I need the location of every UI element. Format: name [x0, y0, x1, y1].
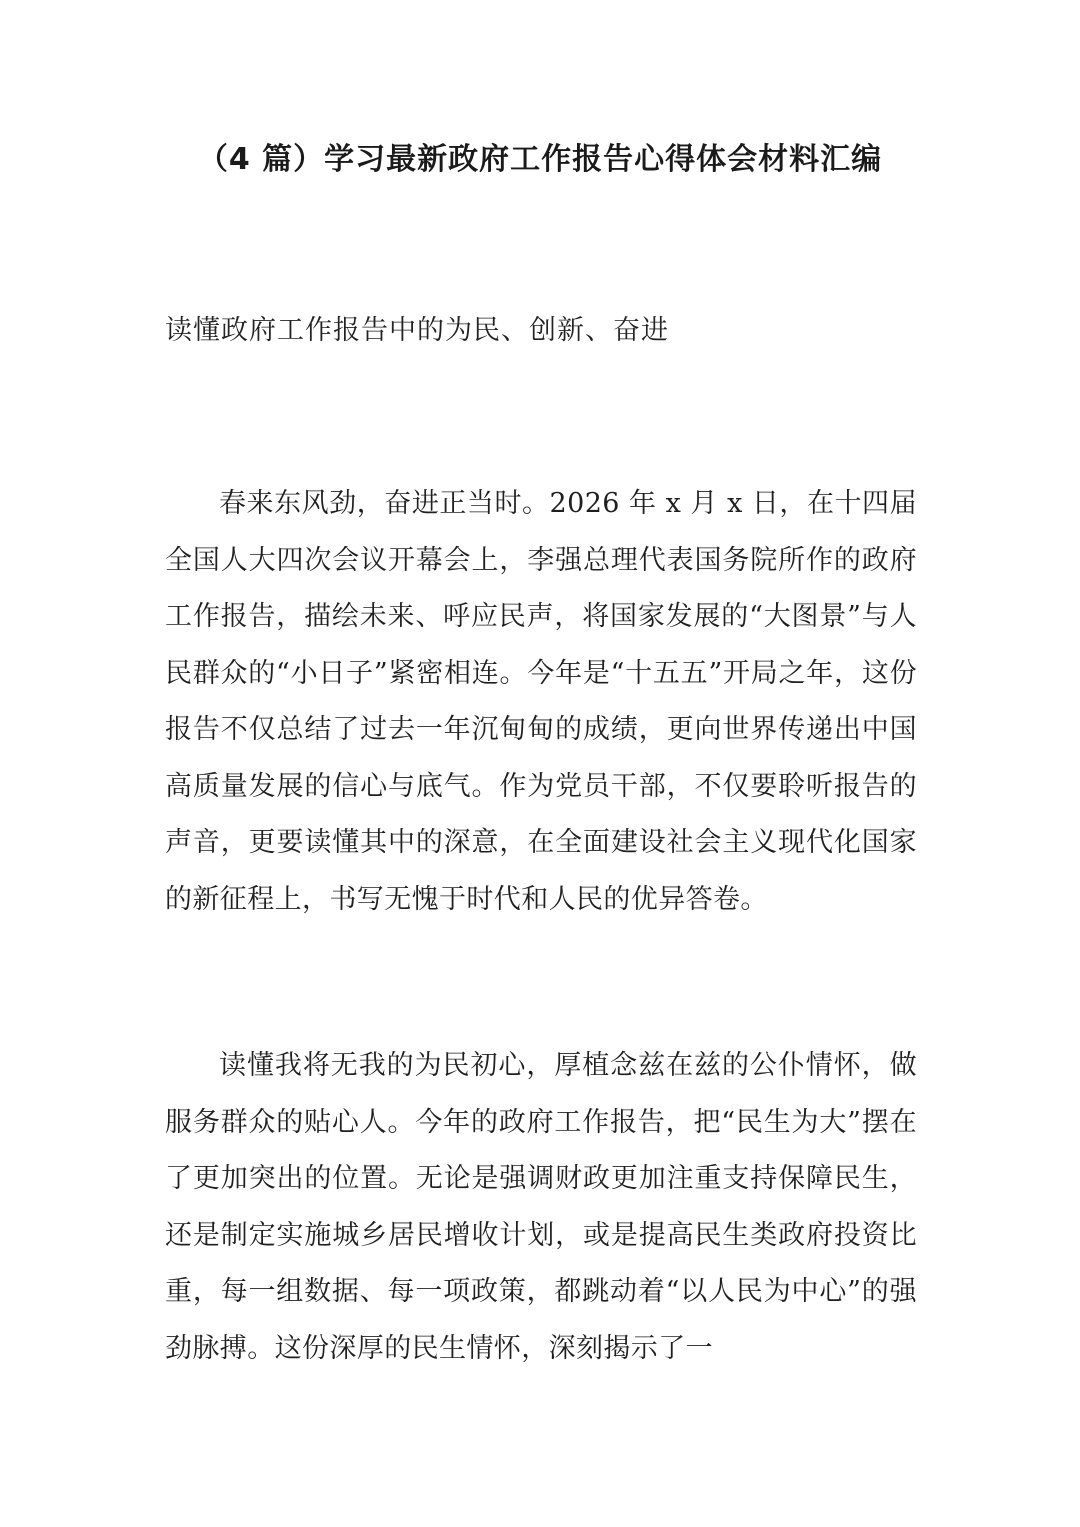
document-title: （4 篇）学习最新政府工作报告心得体会材料汇编	[197, 142, 883, 177]
body-paragraph-1: 春来东风劲，奋进正当时。2026 年 x 月 x 日，在十四届全国人大四次会议开幕会上，李强总理代表国务院所作的政府工作报告，描绘未来、呼应民声，将国家发展的“大图景”与人民群众的“小日子”紧密相连。今年是“十五五”开局之年，这份报告不仅总结了过去一年沉甸甸的成绩，更向世界传递出中国高质量发展的信心与底气。作为党员干部，不仅要聆听报告的声音，更要读懂其中的深意，在全面建设社会主义现代化国家的新征程上，书写无愧于时代和人民的优异答卷。	[165, 488, 917, 915]
body-paragraph-2: 读懂我将无我的为民初心，厚植念兹在兹的公仆情怀，做服务群众的贴心人。今年的政府工作报告，把“民生为大”摆在了更加突出的位置。无论是强调财政更加注重支持保障民生，还是制定实施城乡居民增收计划，或是提高民生类政府投资比重，每一组数据、每一项政策，都跳动着“以人民为中心”的强劲脉搏。这份深厚的民生情怀，深刻揭示了一	[165, 1050, 917, 1364]
article-subtitle: 读懂政府工作报告中的为民、创新、奋进	[165, 315, 669, 346]
